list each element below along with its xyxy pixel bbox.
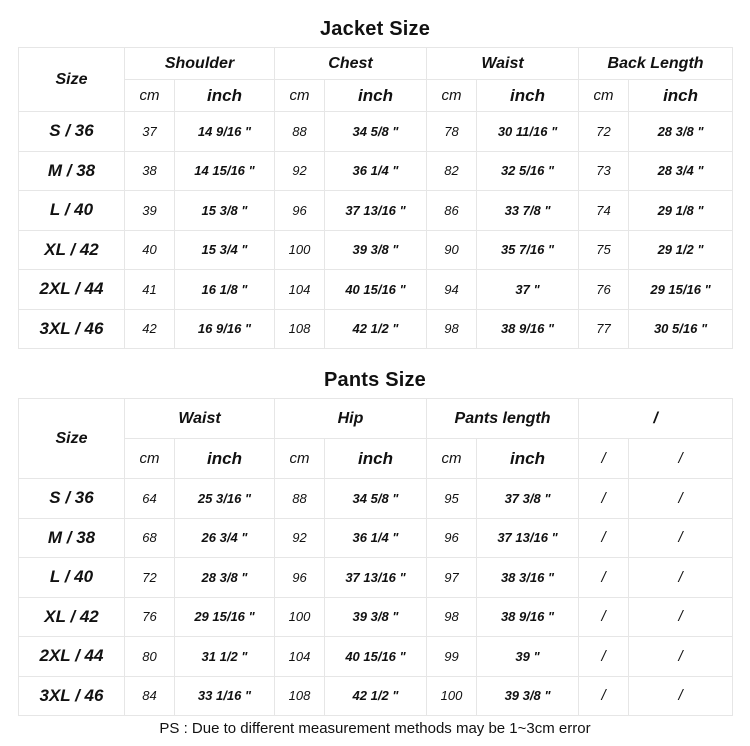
cm-value-cell: 42 — [125, 309, 175, 349]
jacket-group-header: Back Length — [579, 48, 733, 80]
inch-value-cell: 39 3/8 " — [325, 230, 427, 270]
inch-value-cell: 40 15/16 " — [325, 270, 427, 310]
cm-value-cell: 92 — [275, 151, 325, 191]
size-cell: 3XL / 46 — [19, 676, 125, 716]
cm-value-cell: 64 — [125, 479, 175, 519]
inch-value-cell: 33 1/16 " — [175, 676, 275, 716]
cm-value-cell: 99 — [427, 637, 477, 677]
size-cell: 2XL / 44 — [19, 270, 125, 310]
inch-value-cell: 37 " — [477, 270, 579, 310]
empty-slash-cell: / — [579, 676, 629, 716]
cm-value-cell: 96 — [275, 558, 325, 598]
size-cell: S / 36 — [19, 479, 125, 519]
table-row — [19, 597, 733, 637]
cm-value-cell: 72 — [579, 112, 629, 152]
cm-value-cell: 76 — [579, 270, 629, 310]
inch-value-cell: 34 5/8 " — [325, 479, 427, 519]
inch-value-cell: 28 3/8 " — [175, 558, 275, 598]
cm-value-cell: 38 — [125, 151, 175, 191]
table-row — [19, 270, 733, 310]
measurement-note: PS : Due to different measurement methods may be 1~3cm error — [159, 720, 591, 737]
table-row — [19, 637, 733, 677]
size-cell: S / 36 — [19, 112, 125, 152]
jacket-size-rows — [19, 112, 733, 349]
size-cell: 2XL / 44 — [19, 637, 125, 677]
inch-value-cell: 28 3/8 " — [629, 112, 733, 152]
unit-inch-header: inch — [175, 80, 275, 112]
cm-value-cell: 75 — [579, 230, 629, 270]
unit-cm-header: cm — [427, 80, 477, 112]
inch-value-cell: 14 9/16 " — [175, 112, 275, 152]
cm-value-cell: 97 — [427, 558, 477, 598]
inch-value-cell: 15 3/4 " — [175, 230, 275, 270]
pants-title: Pants Size — [323, 369, 427, 391]
inch-value-cell: 33 7/8 " — [477, 191, 579, 231]
table-row — [19, 112, 733, 152]
unit-inch-header: inch — [477, 80, 579, 112]
unit-cm-header: cm — [275, 80, 325, 112]
size-cell: M / 38 — [19, 151, 125, 191]
cm-value-cell: 40 — [125, 230, 175, 270]
table-row — [19, 191, 733, 231]
pants-group-header: Hip — [275, 399, 427, 439]
unit-cm-header: cm — [125, 439, 175, 479]
empty-slash-cell: / — [579, 518, 629, 558]
table-row — [19, 309, 733, 349]
pants-size-table — [18, 398, 733, 716]
inch-value-cell: 35 7/16 " — [477, 230, 579, 270]
inch-value-cell: 25 3/16 " — [175, 479, 275, 519]
inch-value-cell: 39 3/8 " — [325, 597, 427, 637]
pants-header-row — [19, 399, 733, 439]
unit-cm-header: cm — [427, 439, 477, 479]
inch-value-cell: 37 13/16 " — [325, 558, 427, 598]
unit-slash-header: / — [579, 439, 629, 479]
cm-value-cell: 72 — [125, 558, 175, 598]
inch-value-cell: 39 3/8 " — [477, 676, 579, 716]
cm-value-cell: 78 — [427, 112, 477, 152]
cm-value-cell: 96 — [427, 518, 477, 558]
cm-value-cell: 86 — [427, 191, 477, 231]
jacket-title: Jacket Size — [319, 18, 431, 40]
inch-value-cell: 36 1/4 " — [325, 518, 427, 558]
unit-inch-header: inch — [477, 439, 579, 479]
inch-value-cell: 37 13/16 " — [477, 518, 579, 558]
empty-slash-cell: / — [579, 597, 629, 637]
size-cell: 3XL / 46 — [19, 309, 125, 349]
jacket-group-header: Waist — [427, 48, 579, 80]
inch-value-cell: 38 9/16 " — [477, 597, 579, 637]
cm-value-cell: 76 — [125, 597, 175, 637]
empty-slash-cell: / — [629, 676, 733, 716]
size-cell: XL / 42 — [19, 230, 125, 270]
empty-slash-cell: / — [579, 479, 629, 519]
table-row — [19, 230, 733, 270]
cm-value-cell: 41 — [125, 270, 175, 310]
cm-value-cell: 95 — [427, 479, 477, 519]
pants-group-header: / — [579, 399, 733, 439]
size-cell: XL / 42 — [19, 597, 125, 637]
inch-value-cell: 30 5/16 " — [629, 309, 733, 349]
cm-value-cell: 77 — [579, 309, 629, 349]
inch-value-cell: 32 5/16 " — [477, 151, 579, 191]
jacket-group-header: Shoulder — [125, 48, 275, 80]
inch-value-cell: 26 3/4 " — [175, 518, 275, 558]
pants-unit-row — [19, 439, 733, 479]
unit-inch-header: inch — [629, 80, 733, 112]
cm-value-cell: 37 — [125, 112, 175, 152]
size-cell: M / 38 — [19, 518, 125, 558]
inch-value-cell: 37 13/16 " — [325, 191, 427, 231]
unit-inch-header: inch — [325, 439, 427, 479]
empty-slash-cell: / — [579, 558, 629, 598]
cm-value-cell: 68 — [125, 518, 175, 558]
inch-value-cell: 29 1/8 " — [629, 191, 733, 231]
table-row — [19, 479, 733, 519]
cm-value-cell: 108 — [275, 309, 325, 349]
cm-value-cell: 90 — [427, 230, 477, 270]
inch-value-cell: 42 1/2 " — [325, 676, 427, 716]
size-cell: L / 40 — [19, 191, 125, 231]
empty-slash-cell: / — [629, 597, 733, 637]
jacket-group-header: Chest — [275, 48, 427, 80]
inch-value-cell: 34 5/8 " — [325, 112, 427, 152]
cm-value-cell: 80 — [125, 637, 175, 677]
cm-value-cell: 88 — [275, 479, 325, 519]
inch-value-cell: 29 1/2 " — [629, 230, 733, 270]
inch-value-cell: 39 " — [477, 637, 579, 677]
cm-value-cell: 104 — [275, 637, 325, 677]
inch-value-cell: 16 1/8 " — [175, 270, 275, 310]
empty-slash-cell: / — [629, 479, 733, 519]
unit-inch-header: inch — [325, 80, 427, 112]
table-row — [19, 151, 733, 191]
pants-section — [18, 358, 732, 714]
pants-group-header: Waist — [125, 399, 275, 439]
cm-value-cell: 108 — [275, 676, 325, 716]
inch-value-cell: 37 3/8 " — [477, 479, 579, 519]
inch-value-cell: 36 1/4 " — [325, 151, 427, 191]
pants-group-header: Pants length — [427, 399, 579, 439]
jacket-size-header: Size — [19, 48, 125, 112]
unit-cm-header: cm — [579, 80, 629, 112]
cm-value-cell: 100 — [275, 230, 325, 270]
cm-value-cell: 100 — [427, 676, 477, 716]
cm-value-cell: 96 — [275, 191, 325, 231]
cm-value-cell: 39 — [125, 191, 175, 231]
inch-value-cell: 14 15/16 " — [175, 151, 275, 191]
unit-slash-header: / — [629, 439, 733, 479]
empty-slash-cell: / — [629, 637, 733, 677]
jacket-section — [18, 0, 732, 355]
empty-slash-cell: / — [579, 637, 629, 677]
inch-value-cell: 42 1/2 " — [325, 309, 427, 349]
cm-value-cell: 98 — [427, 597, 477, 637]
jacket-header-row — [19, 48, 733, 80]
cm-value-cell: 104 — [275, 270, 325, 310]
cm-value-cell: 82 — [427, 151, 477, 191]
cm-value-cell: 94 — [427, 270, 477, 310]
unit-inch-header: inch — [175, 439, 275, 479]
jacket-unit-row — [19, 80, 733, 112]
cm-value-cell: 73 — [579, 151, 629, 191]
cm-value-cell: 74 — [579, 191, 629, 231]
cm-value-cell: 100 — [275, 597, 325, 637]
pants-size-rows — [19, 479, 733, 716]
size-cell: L / 40 — [19, 558, 125, 598]
empty-slash-cell: / — [629, 558, 733, 598]
inch-value-cell: 38 9/16 " — [477, 309, 579, 349]
table-row — [19, 676, 733, 716]
cm-value-cell: 98 — [427, 309, 477, 349]
inch-value-cell: 16 9/16 " — [175, 309, 275, 349]
table-row — [19, 518, 733, 558]
unit-cm-header: cm — [275, 439, 325, 479]
inch-value-cell: 29 15/16 " — [629, 270, 733, 310]
table-row — [19, 558, 733, 598]
empty-slash-cell: / — [629, 518, 733, 558]
inch-value-cell: 38 3/16 " — [477, 558, 579, 598]
inch-value-cell: 29 15/16 " — [175, 597, 275, 637]
jacket-size-table — [18, 47, 733, 349]
pants-size-header: Size — [19, 399, 125, 479]
inch-value-cell: 30 11/16 " — [477, 112, 579, 152]
cm-value-cell: 88 — [275, 112, 325, 152]
cm-value-cell: 84 — [125, 676, 175, 716]
inch-value-cell: 31 1/2 " — [175, 637, 275, 677]
inch-value-cell: 28 3/4 " — [629, 151, 733, 191]
cm-value-cell: 92 — [275, 518, 325, 558]
unit-cm-header: cm — [125, 80, 175, 112]
inch-value-cell: 15 3/8 " — [175, 191, 275, 231]
inch-value-cell: 40 15/16 " — [325, 637, 427, 677]
